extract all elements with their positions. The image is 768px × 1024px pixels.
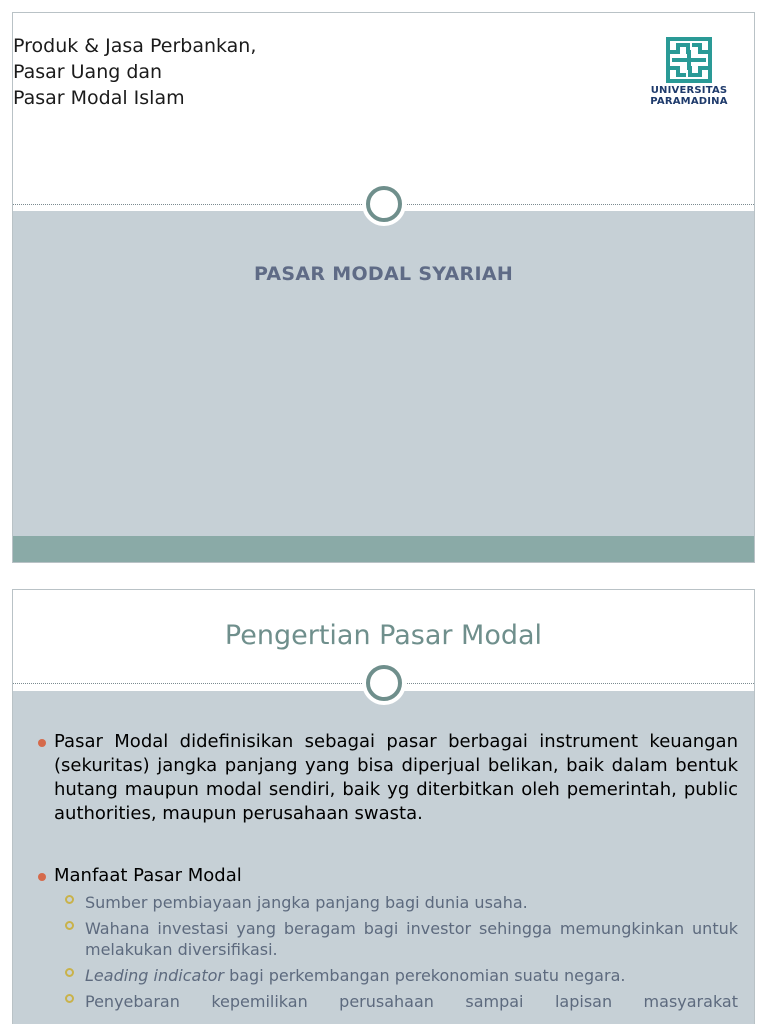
- bottom-accent-bar: [13, 536, 754, 562]
- slide-heading: Pengertian Pasar Modal: [224, 620, 543, 651]
- bullet-definition: [33, 730, 738, 826]
- logo-line-2: PARAMADINA: [650, 96, 728, 107]
- course-title: [13, 33, 413, 111]
- logo-line-1: UNIVERSITAS: [650, 85, 728, 96]
- university-logo: [644, 35, 734, 107]
- bullet-list: [33, 730, 738, 1017]
- sub-bullet-ring-icon: [65, 994, 74, 1003]
- bullet-text: Pasar Modal didefinisikan sebagai pasar berbagai instrument keuangan (sekuritas) jangka panjang yang bisa diperjual belikan, baik dalam bentuk hutang maupun modal sendiri, baik yg diterbitkan oleh pemerintah, public authorities, maupun perusahaan swasta.: [54, 731, 738, 824]
- bullet-dot-icon: [38, 739, 46, 747]
- content-slide: [12, 589, 755, 1024]
- sub-bullet-list: [33, 892, 738, 1012]
- sub-bullet-text: Penyebaran kepemilikan perusahaan sampai lapisan masyarakat: [85, 992, 738, 1011]
- bullet-benefits: [33, 864, 738, 888]
- sub-bullet-item: [33, 991, 738, 1012]
- section-title: PASAR MODAL SYARIAH: [253, 263, 514, 285]
- course-title-line-2: Pasar Uang dan: [13, 61, 163, 83]
- sub-bullet-item: [33, 892, 738, 913]
- course-title-line-3: Pasar Modal Islam: [13, 87, 185, 109]
- bullet-text: Manfaat Pasar Modal: [54, 865, 242, 886]
- sub-bullet-text: bagi perkembangan perekonomian suatu negara.: [223, 966, 626, 985]
- sub-bullet-text: Sumber pembiayaan jangka panjang bagi dunia usaha.: [85, 893, 528, 912]
- sub-bullet-ring-icon: [65, 921, 74, 930]
- course-title-line-1: Produk & Jasa Perbankan,: [13, 35, 257, 57]
- paramadina-emblem-icon: [664, 35, 714, 85]
- title-slide: [12, 12, 755, 563]
- circle-ornament-icon: [362, 661, 406, 705]
- sub-bullet-ring-icon: [65, 968, 74, 977]
- circle-ornament-icon: [362, 182, 406, 226]
- sub-bullet-italic-text: Leading indicator: [85, 966, 224, 985]
- sub-bullet-item: [33, 965, 738, 986]
- bullet-dot-icon: [38, 873, 46, 881]
- sub-bullet-item: [33, 918, 738, 960]
- sub-bullet-text: Wahana investasi yang beragam bagi investor sehingga memungkinkan untuk melakukan diversifikasi.: [85, 919, 738, 959]
- logo-wordmark: [644, 85, 734, 107]
- sub-bullet-ring-icon: [65, 895, 74, 904]
- title-band: [13, 211, 754, 536]
